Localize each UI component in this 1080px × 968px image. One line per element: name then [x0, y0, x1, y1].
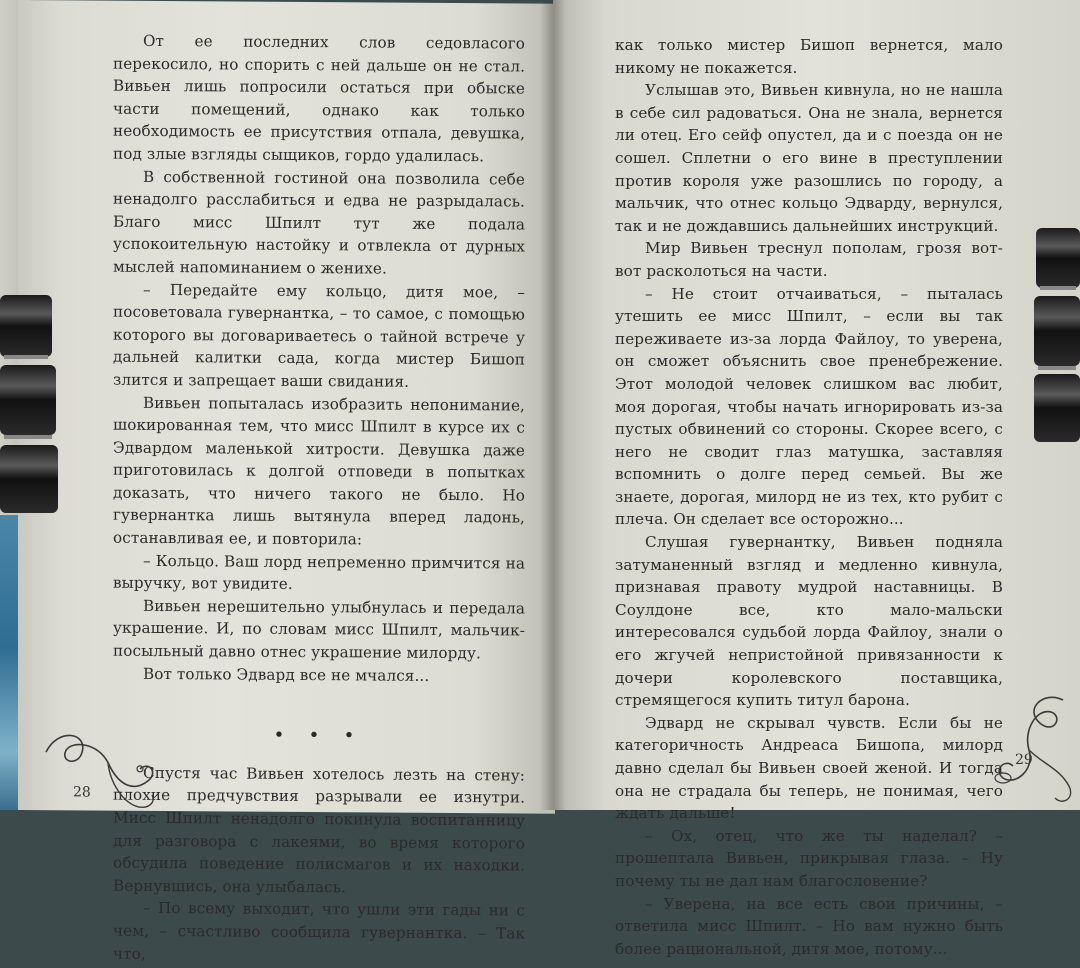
- right-page-text: [615, 34, 1003, 960]
- paragraph: Эдвард не скрывал чувств. Если бы не категоричность Андреаса Бишопа, милорд давно сделал бы Вивьен своей женой. И тогда она не страдала бы теперь, не понимая, чего ждать дальше!: [615, 713, 1003, 823]
- paragraph: Вот только Эдвард все не мчался...: [143, 664, 430, 685]
- left-page-text: [113, 30, 525, 968]
- binder-clip-icon: [0, 295, 60, 515]
- paragraph: Мир Вивьен треснул пополам, грозя вот-вот расколоться на части.: [615, 239, 1003, 280]
- binder-clip-icon: [1030, 228, 1080, 443]
- paragraph: Спустя час Вивьен хотелось лезть на стену: плохие предчувствия разрывали ее изнутри. Мисс Шпилт ненадолго покинула воспитанницу для разговора с лакеями, во время которого обсудила поведение полисмагов и их находки. Вернувшись, она улыбалась.: [113, 763, 525, 897]
- paragraph: – Кольцо. Ваш лорд непременно примчится на выручку, вот увидите.: [113, 551, 525, 594]
- paragraph: – Ох, отец, что же ты наделал? – прошептала Вивьен, прикрывая глаза. – Ну почему ты не дал нам благословение?: [615, 826, 1003, 890]
- paragraph: – Уверена, на все есть свои причины, – ответила мисс Шпилт. – Но вам нужно быть более рациональной, дитя мое, потому...: [615, 894, 1003, 958]
- page-number: 29: [1015, 752, 1033, 768]
- paragraph: Вивьен нерешительно улыбнулась и передала украшение. И, по словам мисс Шпилт, мальчик-посыльный давно отнес украшение милорду.: [113, 596, 525, 663]
- flourish-ornament-icon: [38, 722, 168, 811]
- paragraph: От ее последних слов седовласого перекосило, но спорить с ней дальше он не стал. Вивьен лишь попросили остаться при обыске части помещений, однако как только необходимость ее присутствия отпала, девушка, под злые взгляды сыщиков, гордо удалилась.: [113, 31, 525, 166]
- paragraph: Услышав это, Вивьен кивнула, но не нашла в себе сил радоваться. Она не знала, вернется ли отец. Его сейф опустел, да и с поезда он не сошел. Сплетни о его вине в преступлении против короля уже разошлись по городу, а мальчик, что отнес кольцо Эдварду, вернулся, так и не дождавшись дальнейших инструкций.: [615, 81, 1003, 235]
- paragraph: как только мистер Бишоп вернется, мало никому не покажется.: [615, 36, 1003, 77]
- paragraph: Слушая гувернантку, Вивьен подняла затуманенный взгляд и медленно кивнула, признавая правоту мудрой наставницы. В Соулдоне все, кто мало-мальски интересовался судьбой лорда Файлоу, знали о его жгучей непристойной привязанности к дочери королевского поставщика, стремящегося купить титул барона.: [615, 533, 1003, 710]
- paragraph: – По всему выходит, что ушли эти гады ни с чем, – счастливо сообщила гувернантка. – Так что,: [113, 899, 525, 963]
- scene-separator: • • •: [274, 726, 364, 745]
- paragraph: – Не стоит отчаиваться, – пыталась утешить ее мисс Шпилт, – если вы так переживаете из-за лорда Файлоу, то уверена, он сможет объяснить свое пренебрежение. Этот молодой человек слишком вас любит, моя дорогая, чтобы начать игнорировать из-за пустых обвинений со стороны. Скорее всего, с него не сводит глаз матушка, заставляя вспомнить о долге перед семьей. Вы же знаете, дорогая, милорд не из тех, кто рубит с плеча. Он сделает все осторожно...: [615, 284, 1003, 529]
- paragraph: – Передайте ему кольцо, дитя мое, – посоветовала гувернантка, – то самое, с помощью которого вы договариваетесь о тайной встрече у дальней калитки сада, когда мистер Бишоп злится и запрещает ваши свидания.: [113, 280, 525, 391]
- paragraph: В собственной гостиной она позволила себе ненадолго расслабиться и едва не разрыдалась. Благо мисс Шпилт тут же подала успокоительную настойку и отвлекла от дурных мыслей напоминанием о женихе.: [113, 167, 525, 278]
- flourish-ornament-icon: [963, 690, 1080, 810]
- paragraph: Вивьен попыталась изобразить непонимание, шокированная тем, что мисс Шпилт в курсе их с Эдвардом маленькой хитрости. Девушка даже приготовилась к долгой отповеди в попытках доказать, что ничего такого не было. Но гувернантка лишь вытянула вперед ладонь, останавливая ее, и повторила:: [113, 393, 525, 549]
- left-page: [18, 0, 555, 963]
- right-page: [553, 0, 1080, 958]
- page-number: 28: [73, 784, 91, 801]
